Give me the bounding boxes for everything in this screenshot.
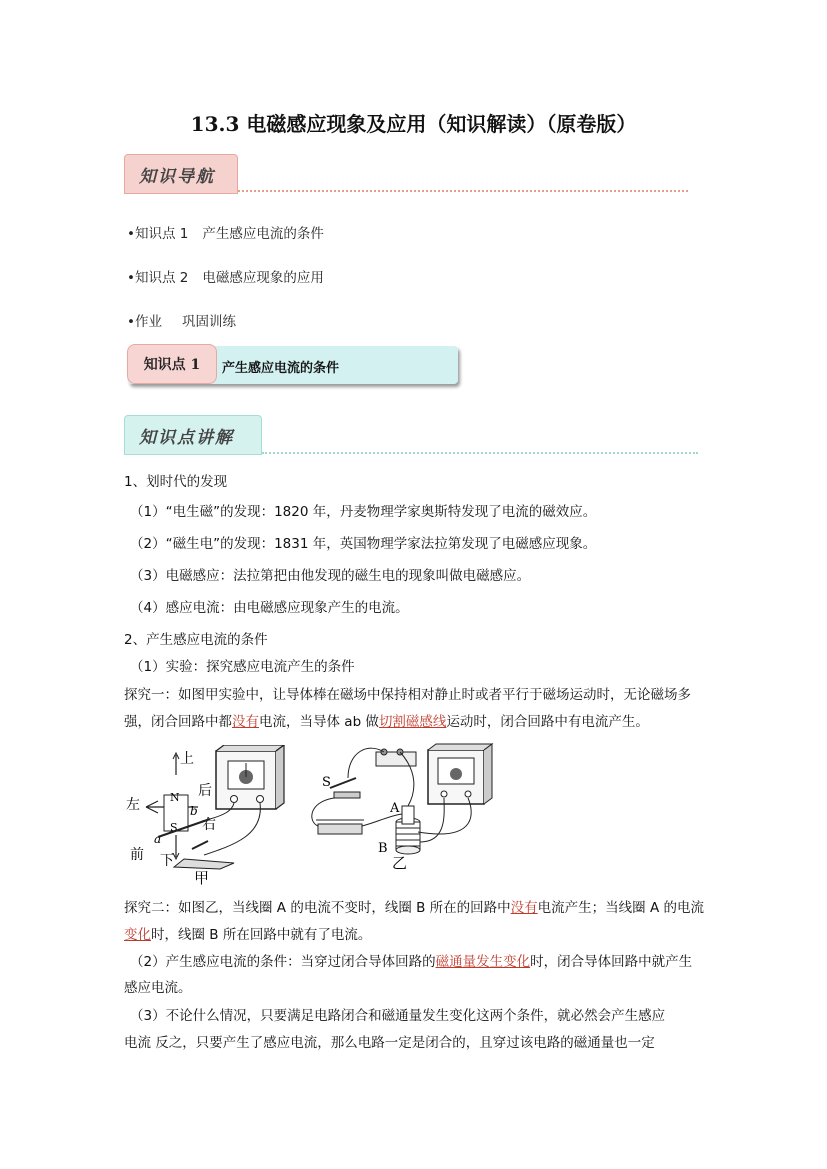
knowledge-point-label: 知识点 1 [127,344,217,384]
label-right: 右 [202,817,216,833]
label-coil-b: B [378,841,388,856]
section-heading: 2、产生感应电流的条件 [124,632,268,648]
highlight-term: 磁通量发生变化 [435,954,531,970]
highlight-term: 切割磁感线 [378,714,447,730]
highlight-term: 变化 [124,927,151,943]
banner-divider [262,452,698,454]
label-b: b [190,804,198,818]
nav-item-1: •知识点 1 产生感应电流的条件 [127,226,324,242]
paragraph: （2）产生感应电流的条件：当穿过闭合导体回路的磁通量发生变化时，闭合导体回路中就产生 [130,954,693,970]
paragraph: （1）“电生磁”的发现：1820 年，丹麦物理学家奥斯特发现了电流的磁效应。 [130,504,597,520]
paragraph: 感应电流。 [124,980,192,996]
label-back: 后 [198,783,212,799]
figure-yi [298,742,498,870]
paragraph: （3）电磁感应：法拉第把由他发现的磁生电的现象叫做电磁感应。 [130,568,531,584]
banner-knowledge-explain: 知识点讲解 [124,415,262,455]
label-up: 上 [180,751,194,767]
label-front: 前 [130,847,144,863]
caption-jia: 甲 [194,869,210,885]
banner-divider [238,190,688,192]
knowledge-point-title: 产生感应电流的条件 [222,361,340,376]
paragraph: 探究一：如图甲实验中，让导体棒在磁场中保持相对静止时或者平行于磁场运动时，无论磁场多 [124,687,691,703]
figure-jia [124,745,294,885]
nav-item-3: •作业 巩固训练 [127,314,236,330]
paragraph: （2）“磁生电”的发现：1831 年，英国物理学家法拉第发现了电磁感应现象。 [130,536,597,552]
section-heading: 1、划时代的发现 [124,474,228,490]
label-coil-a: A [390,801,400,816]
page-title: 13.3 电磁感应现象及应用（知识解读）（原卷版） [190,112,637,136]
paragraph: （1）实验：探究感应电流产生的条件 [130,659,355,675]
highlight-term: 没有 [232,714,259,730]
label-n: N [170,791,180,804]
label-down: 下 [160,853,174,869]
label-a: a [154,832,162,846]
paragraph: 强，闭合回路中都没有电流，当导体 ab 做切割磁感线运动时，闭合回路中有电流产生。 [124,714,649,730]
nav-item-2: •知识点 2 电磁感应现象的应用 [127,270,324,286]
paragraph: （3）不论什么情况，只要满足电路闭合和磁通量发生变化这两个条件，就必然会产生感应 [130,1008,666,1024]
highlight-term: 没有 [510,900,538,916]
label-s: S [170,821,178,834]
paragraph: 电流 反之，只要产生了感应电流，那么电路一定是闭合的，且穿过该电路的磁通量也一定 [124,1035,655,1051]
paragraph: （4）感应电流：由电磁感应现象产生的电流。 [130,600,409,616]
paragraph: 变化时，线圈 B 所在回路中就有了电流。 [124,927,372,943]
paragraph: 探究二：如图乙，当线圈 A 的电流不变时，线圈 B 所在的回路中没有电流产生；当线圈 A 的电流 [124,900,704,916]
banner-knowledge-nav: 知识导航 [124,154,238,194]
caption-yi: 乙 [392,854,408,870]
label-left: 左 [126,797,140,813]
label-switch-s: S [322,775,331,790]
